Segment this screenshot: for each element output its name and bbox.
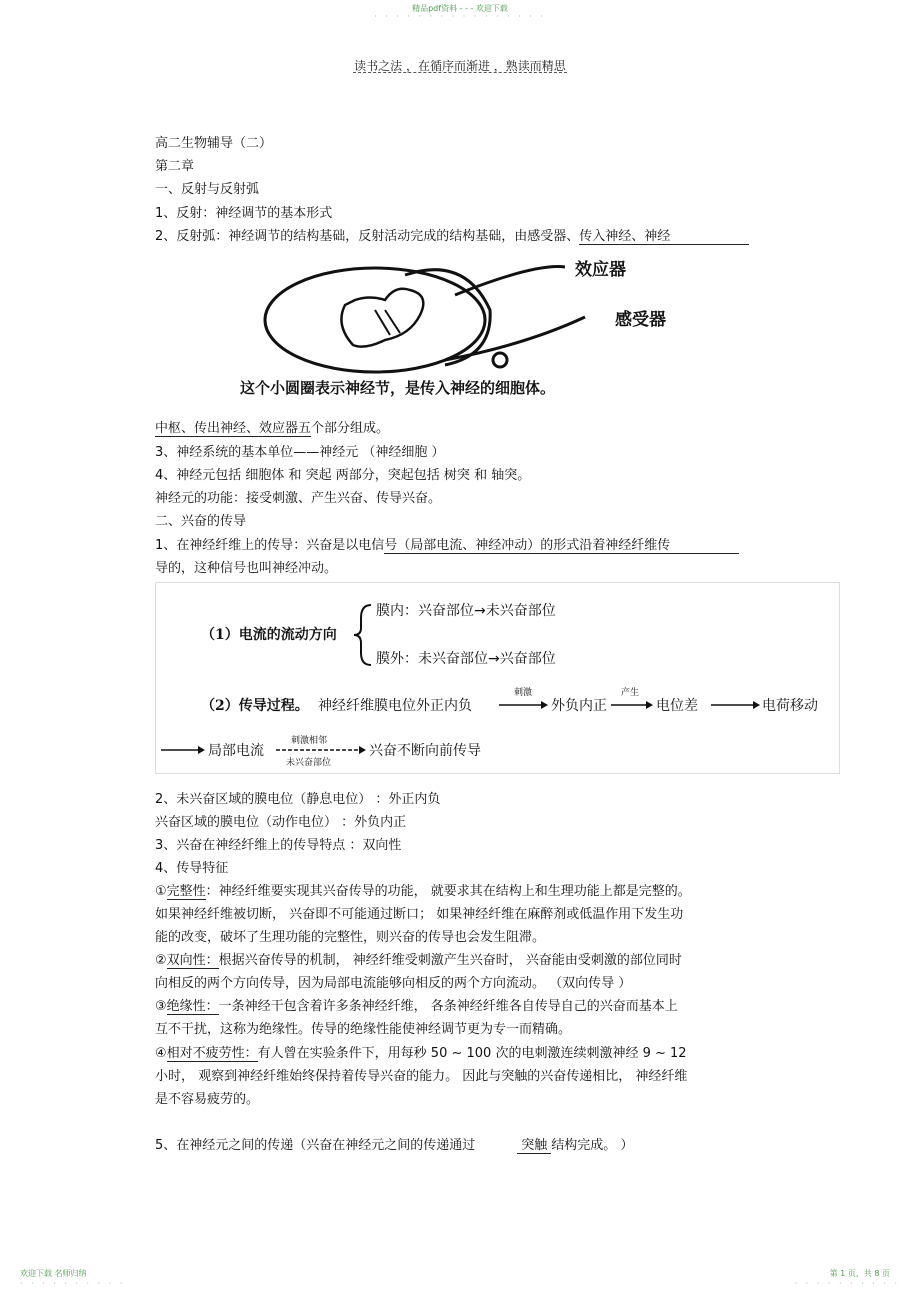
text-span: 个部分组成。: [311, 421, 390, 436]
underlined-span: 传入神经、神经: [579, 229, 749, 245]
arrow-label-stimulus: 刺激: [514, 688, 533, 698]
text-line: [155, 1042, 687, 1062]
arrow-label-stimulate-adjacent: 刺激相邻: [291, 736, 328, 746]
text-span: ①: [155, 884, 167, 899]
text-span: 5、在神经元之间的传递（兴奋在神经元之间的传递通过: [155, 1138, 476, 1153]
arrow-head: [753, 701, 760, 709]
arrow-head: [359, 746, 366, 754]
text-line: [155, 880, 691, 900]
arrow-head: [646, 701, 653, 709]
effector-label: 效应器: [575, 260, 626, 280]
arrow-label-unexcited: 未兴奋部位: [286, 758, 332, 768]
text-line: 导的，这种信号也叫神经冲动。: [155, 561, 338, 576]
brace-icon: [354, 605, 371, 665]
text-line: 兴奋区域的膜电位（动作电位） ：外负内正: [155, 815, 407, 830]
text-line: 2、未兴奋区域的膜电位（静息电位） ：外正内负: [155, 792, 441, 807]
receptor-label: 感受器: [615, 310, 666, 330]
local-current-text: 局部电流: [208, 743, 264, 759]
text-span: 结构完成。 ）: [551, 1138, 634, 1153]
underlined-span: 突触: [517, 1138, 551, 1154]
potential-difference-text: 电位差: [656, 698, 698, 714]
underlined-span: 号（局部电流、神经冲动）的形式沿着神经纤维传: [384, 538, 739, 554]
text-line: 小时， 观察到神经纤维始终保持着传导兴奋的能力。 因此与突触的兴奋传递相比， 神经纤维: [155, 1069, 688, 1084]
arrow-head: [198, 746, 205, 754]
text-line: 3、神经系统的基本单位——神经元 （神经细胞 ）: [155, 445, 445, 460]
text-line: [155, 534, 739, 554]
outer-membrane-flow: 膜外：未兴奋部位→兴奋部位: [376, 651, 556, 667]
arrow-label-produce: 产生: [621, 688, 640, 698]
text-line: 3、兴奋在神经纤维上的传导特点 ：双向性: [155, 838, 402, 853]
underlined-span: 绝缘性：: [166, 999, 219, 1014]
chapter-heading: 第二章: [155, 159, 195, 174]
text-line: 向相反的两个方向传导，因为局部电流能够向相反的两个方向流动。 （双向传导 ）: [155, 976, 632, 991]
text-span: ②: [155, 953, 167, 968]
page-motto: 读书之法 ，在循序而渐进 ，熟读而精思: [354, 59, 566, 73]
arrow-head: [541, 701, 548, 709]
reflex-arc-drawing: [235, 255, 695, 410]
footer-dots-right: · · · · · · · · · ·: [794, 1279, 900, 1288]
text-line: [155, 949, 682, 969]
underlined-span: 完整性: [166, 884, 206, 899]
text-span: 一条神经干包含着许多条神经纤维， 各条神经纤维各自传导自己的兴奋而基本上: [218, 999, 678, 1014]
header-dots: · · · · · · · · · · · · · · · ·: [374, 12, 546, 21]
text-line: 如果神经纤维被切断， 兴奋即不可能通过断口； 如果神经纤维在麻醉剂或低温作用下发生功: [155, 907, 684, 922]
text-line: 4、传导特征: [155, 861, 229, 876]
text-line: 1、反射：神经调节的基本形式: [155, 206, 333, 221]
inner-membrane-flow: 膜内：兴奋部位→未兴奋部位: [376, 603, 556, 619]
text-line: [155, 417, 389, 437]
text-line: [155, 995, 678, 1015]
text-span: ③: [155, 999, 167, 1014]
text-line: 互不干扰，这称为绝缘性。传导的绝缘性能使神经调节更为专一而精确。: [155, 1022, 572, 1037]
footer-dots-left: · · · · · · · · · ·: [20, 1279, 126, 1288]
resting-potential-text: 神经纤维膜电位外正内负: [318, 698, 472, 714]
text-span: 有人曾在实验条件下，用每秒 50 ~ 100 次的电刺激连续刺激神经 9 ~ 12: [257, 1046, 687, 1061]
conduction-figure: [155, 582, 840, 774]
text-span: 1、在神经纤维上的传导：兴奋是以电信: [155, 538, 385, 553]
underlined-span: 双向性：: [166, 953, 219, 968]
text-line: [155, 225, 749, 245]
text-span: ：神经纤维要实现其兴奋传导的功能， 就要求其在结构上和生理功能上都是完整的。: [205, 884, 691, 899]
ganglion-caption: 这个小圆圈表示神经节，是传入神经的细胞体。: [240, 379, 556, 397]
forward-conduction-text: 兴奋不断向前传导: [369, 743, 481, 759]
text-span: 根据兴奋传导的机制， 神经纤维受刺激产生兴奋时， 兴奋能由受刺激的部位同时: [218, 953, 682, 968]
text-span: 2、反射弧：神经调节的结构基础，反射活动完成的结构基础，由感受器、: [155, 229, 580, 244]
text-line: 4、神经元包括 细胞体 和 突起 两部分，突起包括 树突 和 轴突。: [155, 468, 531, 483]
text-line: 能的改变，破坏了生理功能的完整性，则兴奋的传导也会发生阻滞。: [155, 930, 546, 945]
footer-left: 欢迎下载 名师归纳: [20, 1269, 87, 1278]
conduction-diagram: [156, 583, 841, 775]
charge-movement-text: 电荷移动: [762, 698, 818, 714]
process-label: （2）传导过程。: [201, 698, 309, 714]
underlined-span: 相对不疲劳性：: [166, 1046, 258, 1061]
ganglion-circle: [493, 353, 507, 367]
text-line: [155, 1134, 633, 1154]
reflex-arc-figure: [235, 255, 695, 410]
page-number: 第 1 页，共 8 页: [829, 1269, 890, 1278]
header-banner: 精品pdf资料 - - - 欢迎下载: [412, 4, 508, 13]
text-span: ④: [155, 1046, 167, 1061]
doc-title: 高二生物辅导（二）: [155, 136, 273, 151]
section-heading-2: 二、兴奋的传导: [155, 514, 247, 529]
underlined-span: 中枢、传出神经、效应器五: [155, 421, 312, 436]
text-line: 神经元的功能：接受刺激、产生兴奋、传导兴奋。: [155, 491, 442, 506]
motto-underline: [353, 72, 567, 73]
flow-direction-label: （1）电流的流动方向: [201, 627, 337, 643]
action-potential-text: 外负内正: [551, 698, 607, 714]
text-line: 是不容易疲劳的。: [155, 1092, 260, 1107]
section-heading-1: 一、反射与反射弧: [155, 182, 260, 197]
